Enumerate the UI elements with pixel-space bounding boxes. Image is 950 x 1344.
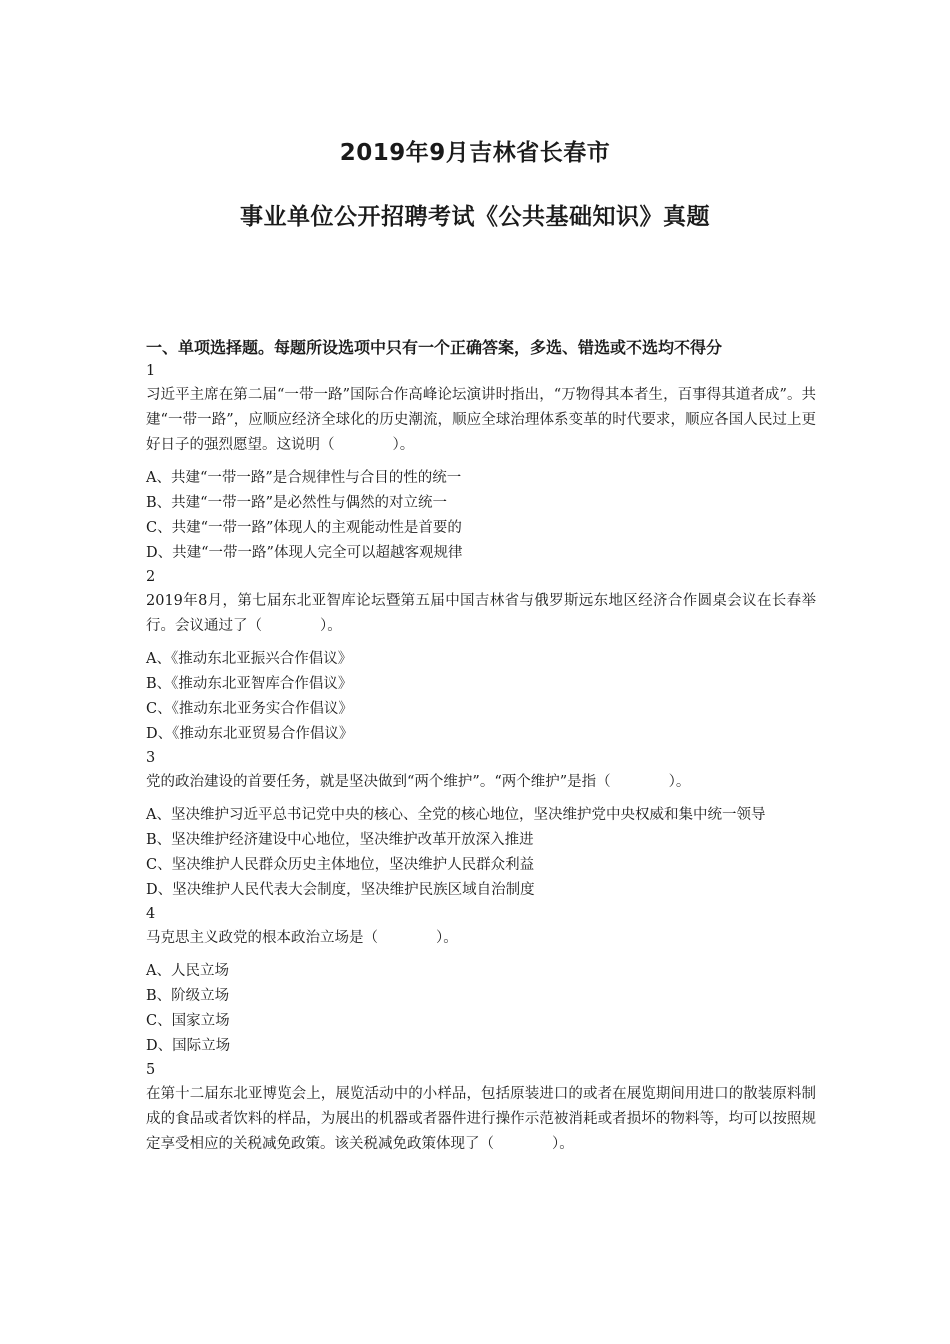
document-title-line1: 2019年9月吉林省长春市 (339, 140, 611, 166)
option-d: D、共建“一带一路”体现人完全可以超越客观规律 (146, 545, 463, 561)
option-b: B、《推动东北亚智库合作倡议》 (146, 676, 353, 692)
option-d: D、坚决维护人民代表大会制度，坚决维护民族区域自治制度 (146, 882, 535, 898)
question-number: 2 (146, 569, 156, 585)
option-c: C、共建“一带一路”体现人的主观能动性是首要的 (146, 520, 462, 536)
option-a: A、《推动东北亚振兴合作倡议》 (146, 651, 353, 667)
option-b: B、坚决维护经济建设中心地位，坚决维护改革开放深入推进 (146, 832, 534, 848)
question-stem: 2019年8月，第七届东北亚智库论坛暨第五届中国吉林省与俄罗斯远东地区经济合作圆桌会议在长春举行。会议通过了（ ）。 (146, 593, 816, 634)
option-a: A、人民立场 (146, 963, 229, 979)
option-d: D、国际立场 (146, 1038, 231, 1054)
question-stem: 在第十二届东北亚博览会上，展览活动中的小样品，包括原装进口的或者在展览期间用进口的散装原料制成的食品或者饮料的样品，为展出的机器或者器件进行操作示范被消耗或者损坏的物料等，均可以按照规定享受相应的关税减免政策。该关税减免政策体现了（ ）。 (146, 1086, 816, 1152)
question-stem: 马克思主义政党的根本政治立场是（ ）。 (146, 930, 458, 946)
question-2 (146, 566, 816, 747)
question-number: 3 (146, 750, 156, 766)
question-stem: 习近平主席在第二届“一带一路”国际合作高峰论坛演讲时指出，“万物得其本者生，百事得其道者成”。共建“一带一路”，应顺应经济全球化的历史潮流，顺应全球治理体系变革的时代要求，顺应各国人民过上更好日子的强烈愿望。这说明（ ）。 (146, 387, 816, 453)
question-4 (146, 903, 816, 1059)
option-d: D、《推动东北亚贸易合作倡议》 (146, 726, 354, 742)
question-3 (146, 747, 816, 903)
question-number: 4 (146, 906, 156, 922)
option-c: C、国家立场 (146, 1013, 230, 1029)
option-a: A、共建“一带一路”是合规律性与合目的性的统一 (146, 470, 462, 486)
question-number: 1 (146, 363, 156, 379)
document-content (146, 336, 816, 1165)
question-5 (146, 1059, 816, 1157)
option-b: B、共建“一带一路”是必然性与偶然的对立统一 (146, 495, 447, 511)
option-b: B、阶级立场 (146, 988, 230, 1004)
question-stem: 党的政治建设的首要任务，就是坚决做到“两个维护”。“两个维护”是指（ ）。 (146, 774, 691, 790)
question-number: 5 (146, 1062, 156, 1078)
option-c: C、《推动东北亚务实合作倡议》 (146, 701, 353, 717)
option-a: A、坚决维护习近平总书记党中央的核心、全党的核心地位，坚决维护党中央权威和集中统一领导 (146, 807, 766, 823)
option-c: C、坚决维护人民群众历史主体地位，坚决维护人民群众利益 (146, 857, 535, 873)
question-1 (146, 360, 816, 566)
section-heading: 一、单项选择题。每题所设选项中只有一个正确答案，多选、错选或不选均不得分 (146, 338, 723, 357)
document-title-line2: 事业单位公开招聘考试《公共基础知识》真题 (240, 204, 710, 230)
